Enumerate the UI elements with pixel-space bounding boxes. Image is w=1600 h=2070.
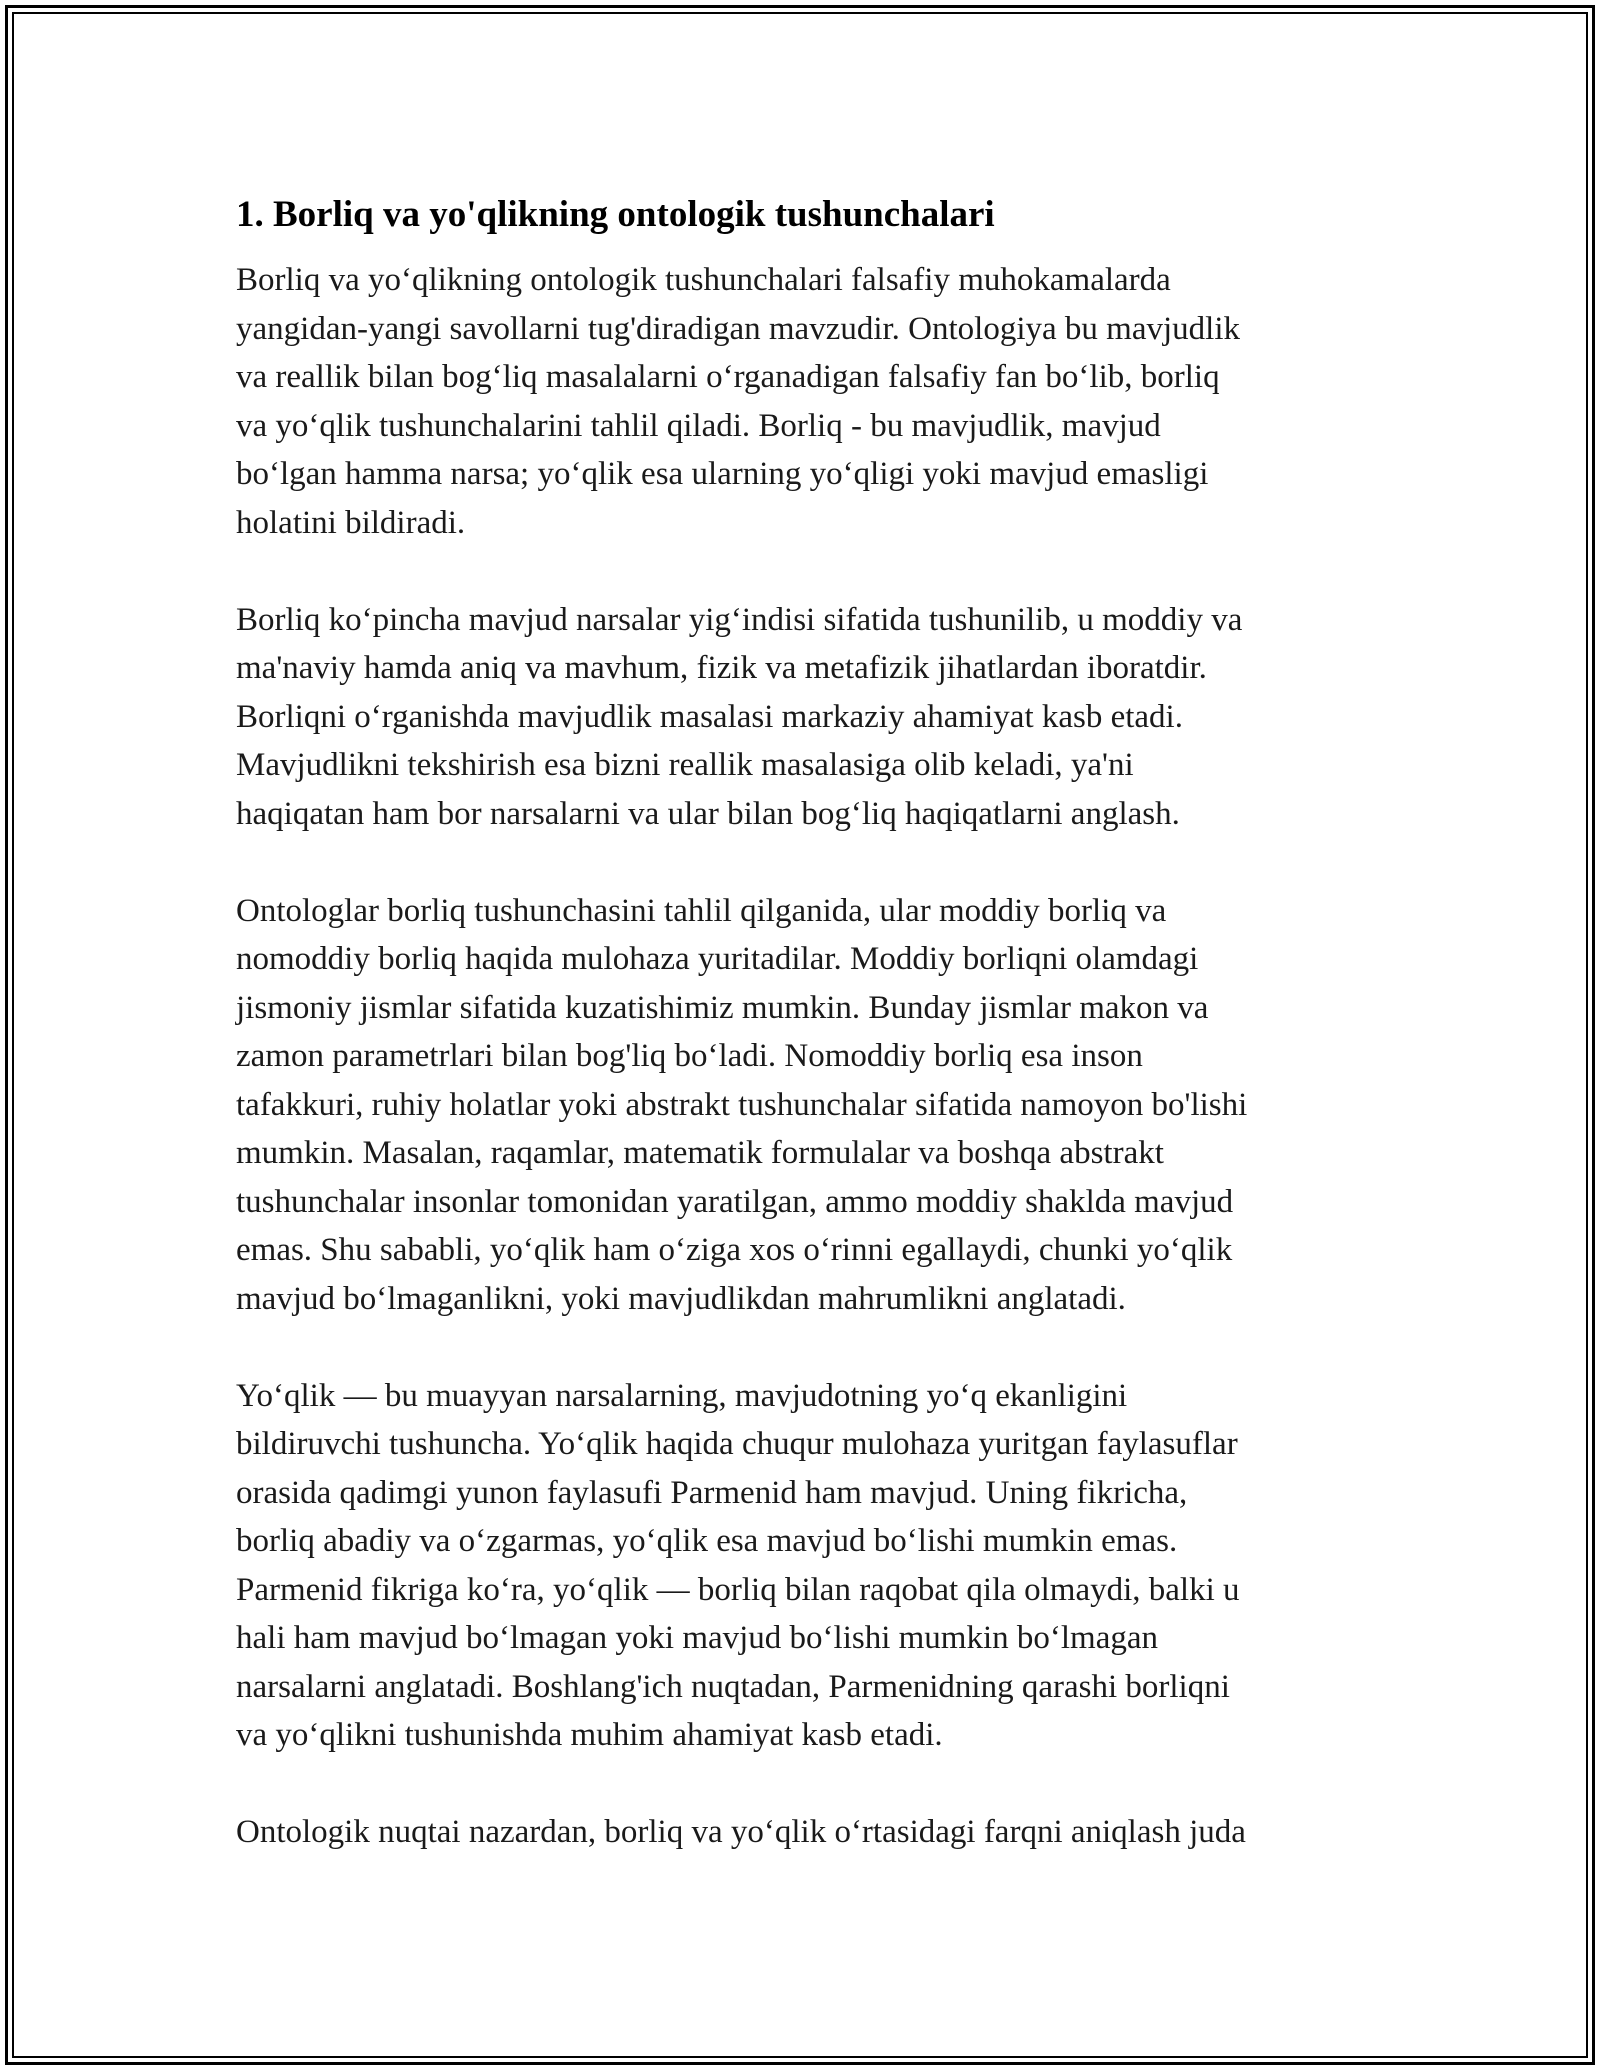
text-line: Yo‘qlik — bu muayyan narsalarning, mavjudotning yo‘q ekanligini (236, 1377, 1128, 1414)
text-line: holatini bildiradi. (236, 504, 466, 541)
text-line: borliq abadiy va o‘zgarmas, yo‘qlik esa mavjud bo‘lishi mumkin emas. (236, 1523, 1178, 1559)
text-line: narsalarni anglatadi. Boshlang'ich nuqtadan, Parmenidning qarashi borliqni (236, 1668, 1230, 1705)
text-line: Ontologik nuqtai nazardan, borliq va yo‘qlik o‘rtasidagi farqni aniqlash juda (236, 1814, 1246, 1850)
text-line: bildiruvchi tushuncha. Yo‘qlik haqida chuqur mulohaza yuritgan faylasuflar (236, 1426, 1238, 1462)
paragraph (236, 596, 1366, 839)
text-line: Borliq ko‘pincha mavjud narsalar yig‘indisi sifatida tushunilib, u moddiy va (236, 601, 1243, 638)
text-line: va reallik bilan bog‘liq masalalarni o‘rganadigan falsafiy fan bo‘lib, borliq (236, 359, 1220, 395)
paragraph (236, 1372, 1366, 1760)
text-line: Mavjudlikni tekshirish esa bizni reallik masalasiga olib keladi, ya'ni (236, 747, 1134, 783)
text-line: ma'naviy hamda aniq va mavhum, fizik va metafizik jihatlardan iboratdir. (236, 650, 1207, 686)
text-line: nomoddiy borliq haqida mulohaza yuritadilar. Moddiy borliqni olamdagi (236, 941, 1199, 977)
text-line: va yo‘qlik tushunchalarini tahlil qiladi. Borliq - bu mavjudlik, mavjud (236, 407, 1161, 444)
text-line: Borliqni o‘rganishda mavjudlik masalasi markaziy ahamiyat kasb etadi. (236, 698, 1183, 735)
text-line: hali ham mavjud bo‘lmagan yoki mavjud bo‘lishi mumkin bo‘lmagan (236, 1620, 1159, 1656)
text-line: mavjud bo‘lmaganlikni, yoki mavjudlikdan mahrumlikni anglatadi. (236, 1280, 1126, 1317)
text-line: zamon parametrlari bilan bog'liq bo‘ladi. Nomoddiy borliq esa inson (236, 1038, 1143, 1074)
text-line: jismoniy jismlar sifatida kuzatishimiz mumkin. Bunday jismlar makon va (236, 989, 1209, 1026)
document-page (236, 186, 1366, 1905)
paragraph (236, 887, 1366, 1324)
text-line: Parmenid fikriga ko‘ra, yo‘qlik — borliq bilan raqobat qila olmaydi, balki u (236, 1571, 1240, 1608)
text-line: yangidan-yangi savollarni tug'diradigan mavzudir. Ontologiya bu mavjudlik (236, 310, 1240, 347)
paragraph (236, 1808, 1366, 1857)
section-heading: 1. Borliq va yo'qlikning ontologik tushunchalari (236, 194, 995, 235)
text-line: emas. Shu sababli, yo‘qlik ham o‘ziga xos o‘rinni egallaydi, chunki yo‘qlik (236, 1232, 1233, 1268)
text-line: Borliq va yo‘qlikning ontologik tushunchalari falsafiy muhokamalarda (236, 262, 1171, 298)
text-line: tushunchalar insonlar tomonidan yaratilgan, ammo moddiy shaklda mavjud (236, 1183, 1234, 1220)
text-line: tafakkuri, ruhiy holatlar yoki abstrakt tushunchalar sifatida namoyon bo'lishi (236, 1086, 1248, 1123)
text-line: va yo‘qlikni tushunishda muhim ahamiyat kasb etadi. (236, 1717, 943, 1753)
text-line: mumkin. Masalan, raqamlar, matematik formulalar va boshqa abstrakt (236, 1135, 1164, 1171)
paragraph (236, 256, 1366, 547)
text-line: Ontologlar borliq tushunchasini tahlil qilganida, ular moddiy borliq va (236, 892, 1167, 929)
document-body (236, 256, 1366, 1857)
text-line: bo‘lgan hamma narsa; yo‘qlik esa ularning yo‘qligi yoki mavjud emasligi (236, 456, 1209, 492)
text-line: haqiqatan ham bor narsalarni va ular bilan bog‘liq haqiqatlarni anglash. (236, 795, 1180, 832)
text-line: orasida qadimgi yunon faylasufi Parmenid ham mavjud. Uning fikricha, (236, 1474, 1188, 1511)
